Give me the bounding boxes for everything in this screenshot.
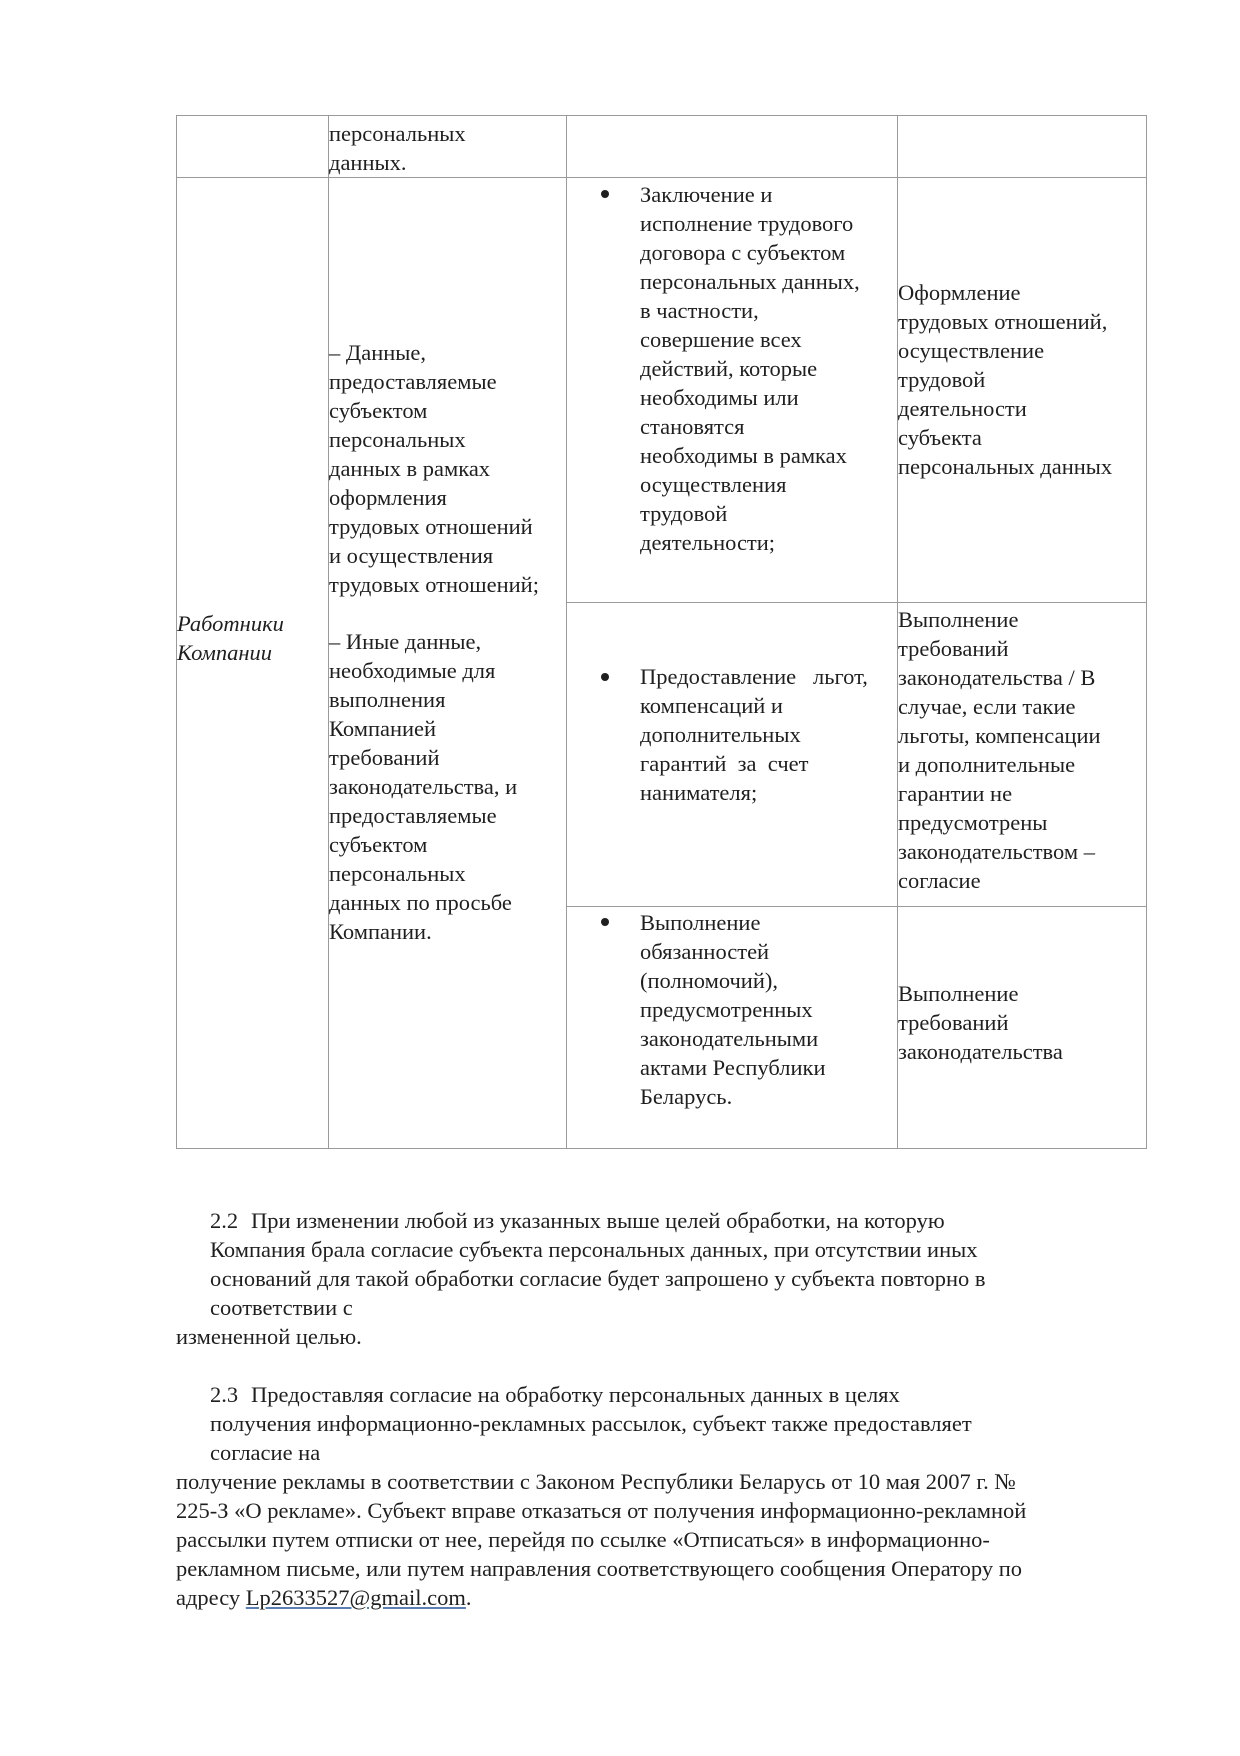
cell-line: законодательством –	[898, 839, 1095, 864]
cell-line: и дополнительные	[898, 752, 1076, 777]
cell-line: гарантий за счет	[640, 751, 809, 776]
cell-line: согласие	[898, 868, 981, 893]
cell-line: Выполнение	[898, 981, 1019, 1006]
paragraph-line: согласие на	[210, 1440, 321, 1465]
cell-line: необходимы в рамках	[640, 443, 847, 468]
cell-line: трудовых отношений;	[329, 572, 539, 597]
cell-line: – Данные,	[329, 340, 427, 365]
paragraph-text: измененной целью.	[176, 1324, 362, 1349]
category-label-cell	[177, 609, 284, 667]
paragraph-text	[251, 1206, 945, 1235]
cell-line: требований	[898, 1010, 1009, 1035]
cell-line: Выполнение	[898, 607, 1019, 632]
paragraph-text	[251, 1380, 900, 1409]
bullet-point	[601, 190, 609, 198]
paragraph-line: Компания брала согласие субъекта персональных данных, при отсутствии иных	[210, 1237, 978, 1262]
cell-line: осуществления	[640, 472, 787, 497]
paragraph-number: 2.3	[210, 1382, 239, 1407]
cell-line: требований	[898, 636, 1009, 661]
cell-line: оформления	[329, 485, 447, 510]
paragraph-text	[210, 1409, 972, 1467]
paragraph-line: соответствии с	[210, 1295, 353, 1320]
cell-line: субъектом	[329, 832, 428, 857]
table-column-divider	[566, 115, 567, 1149]
cell-line: данных по просьбе	[329, 890, 512, 915]
bullet-point	[601, 918, 609, 926]
category-label-line: Работники	[177, 611, 284, 636]
email-link[interactable]: Lp2633527@gmail.com	[245, 1585, 466, 1610]
cell-line: Предоставление льгот,	[640, 664, 868, 689]
cell-line: предоставляемые	[329, 803, 497, 828]
cell-line: предусмотрены	[898, 810, 1048, 835]
cell-line: субъекта	[898, 425, 982, 450]
cell-line: законодательства / В	[898, 665, 1096, 690]
cell-line: исполнение трудового	[640, 211, 854, 236]
paragraph-line: 225-З «О рекламе». Субъект вправе отказаться от получения информационно-рекламной	[176, 1498, 1027, 1523]
cell-line: Выполнение	[640, 910, 761, 935]
cell-line: действий, которые	[640, 356, 818, 381]
cell-line: осуществление	[898, 338, 1045, 363]
cell-line: случае, если такие	[898, 694, 1076, 719]
cell-line: обязанностей	[640, 939, 770, 964]
data-category-cell-1	[329, 338, 539, 599]
paragraph-text	[176, 1583, 472, 1612]
cell-line: в частности,	[640, 298, 759, 323]
paragraph-line: получения информационно-рекламных рассылок, субъект также предоставляет	[210, 1411, 972, 1436]
legal-basis-cell-2	[898, 605, 1101, 895]
table-row-divider	[176, 177, 1147, 178]
cell-line: Заключение и	[640, 182, 773, 207]
cell-line: нанимателя;	[640, 780, 758, 805]
table-row-divider	[566, 602, 1147, 603]
cell-line: гарантии не	[898, 781, 1013, 806]
cell-line: дополнительных	[640, 722, 801, 747]
data-category-cell-2	[329, 627, 517, 946]
cell-line: и осуществления	[329, 543, 494, 568]
cell-line: Компании.	[329, 919, 432, 944]
cell-line: персональных	[329, 861, 466, 886]
cell-line: персональных данных	[898, 454, 1113, 479]
paragraph-line: адресу	[176, 1585, 246, 1610]
paragraph-line: получение рекламы в соответствии с Законом Республики Беларусь от 10 мая 2007 г. №	[176, 1469, 1016, 1494]
cell-line: персональных	[329, 121, 466, 146]
cell-line: необходимы или	[640, 385, 799, 410]
table-row-divider	[566, 906, 1147, 907]
cell-line: Оформление	[898, 280, 1021, 305]
cell-line: трудовой	[640, 501, 728, 526]
cell-line: льготы, компенсации	[898, 723, 1101, 748]
cell-line: необходимые для	[329, 658, 496, 683]
table-cell-data-continued	[329, 119, 466, 177]
cell-line: деятельности	[898, 396, 1027, 421]
cell-line: актами Республики	[640, 1055, 826, 1080]
cell-line: совершение всех	[640, 327, 802, 352]
cell-line: персональных данных,	[640, 269, 860, 294]
cell-line: трудовых отношений,	[898, 309, 1108, 334]
legal-basis-cell-3	[898, 979, 1063, 1066]
cell-line: трудовой	[898, 367, 986, 392]
cell-line: законодательства, и	[329, 774, 518, 799]
paragraph-period: .	[465, 1585, 472, 1610]
paragraph-line: При изменении любой из указанных выше целей обработки, на которую	[251, 1208, 945, 1233]
cell-line: данных в рамках	[329, 456, 491, 481]
cell-line: субъектом	[329, 398, 428, 423]
cell-line: деятельности;	[640, 530, 776, 555]
bullet-point	[601, 673, 609, 681]
purpose-cell-1	[640, 180, 860, 557]
legal-basis-cell-1	[898, 278, 1112, 481]
purpose-cell-3	[640, 908, 826, 1111]
cell-line: трудовых отношений	[329, 514, 533, 539]
cell-line: Компанией	[329, 716, 437, 741]
paragraph-text	[176, 1467, 1026, 1583]
paragraph-number: 2.2	[210, 1208, 239, 1233]
table-border-right	[1146, 115, 1147, 1149]
cell-line: – Иные данные,	[329, 629, 482, 654]
cell-line: предоставляемые	[329, 369, 497, 394]
cell-line: требований	[329, 745, 440, 770]
category-label-line: Компании	[177, 640, 272, 665]
paragraph-line: рекламном письме, или путем направления соответствующего сообщения Оператору по	[176, 1556, 1023, 1581]
cell-line: персональных	[329, 427, 466, 452]
cell-line: Беларусь.	[640, 1084, 733, 1109]
purpose-cell-2	[640, 662, 868, 807]
paragraph-text	[210, 1235, 986, 1322]
cell-line: законодательными	[640, 1026, 819, 1051]
paragraph-line: оснований для такой обработки согласие будет запрошено у субъекта повторно в	[210, 1266, 986, 1291]
cell-line: компенсаций и	[640, 693, 783, 718]
paragraph-line: рассылки путем отписки от нее, перейдя по ссылке «Отписаться» в информационно-	[176, 1527, 990, 1552]
cell-line: договора с субъектом	[640, 240, 846, 265]
table-border-bottom	[176, 1148, 1147, 1149]
cell-line: законодательства	[898, 1039, 1063, 1064]
table-border-top	[176, 115, 1147, 116]
cell-line: выполнения	[329, 687, 446, 712]
cell-line: предусмотренных	[640, 997, 813, 1022]
cell-line: становятся	[640, 414, 745, 439]
cell-line: (полномочий),	[640, 968, 778, 993]
cell-line: данных.	[329, 150, 407, 175]
paragraph-line: Предоставляя согласие на обработку персональных данных в целях	[251, 1382, 900, 1407]
